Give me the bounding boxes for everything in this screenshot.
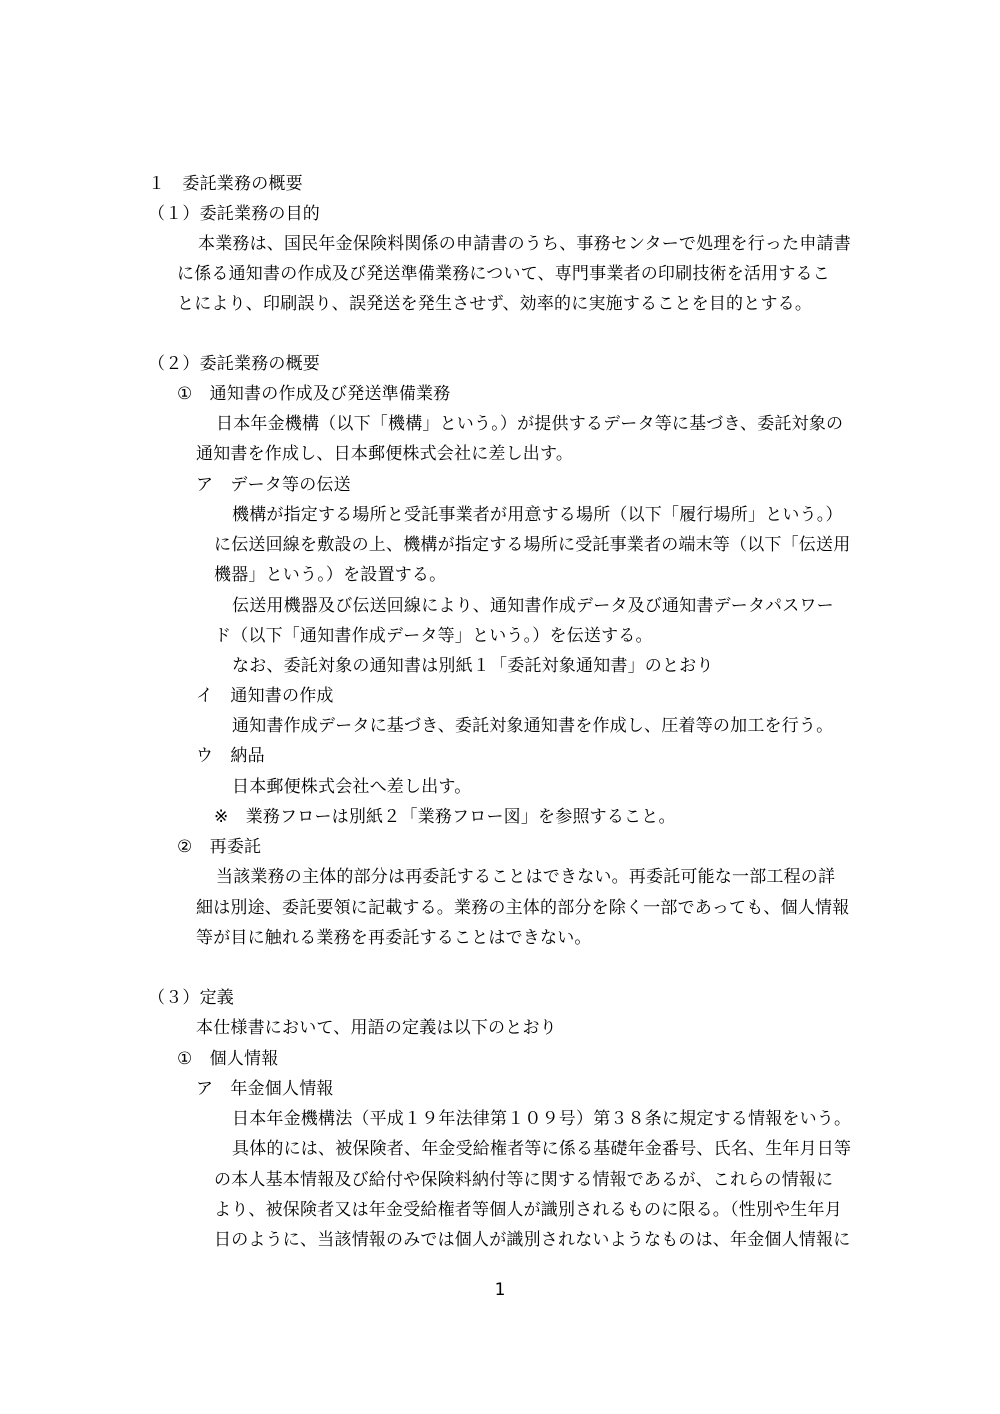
paragraph-line: とにより、印刷誤り、誤発送を発生させず、効率的に実施することを目的とする。 — [177, 294, 813, 314]
paragraph-line: 日のように、当該情報のみでは個人が識別されないようなものは、年金個人情報に — [214, 1230, 851, 1250]
paragraph-line: 細は別途、委託要領に記載する。業務の主体的部分を除く一部であっても、個人情報 — [196, 898, 850, 918]
section-heading-1: １ 委託業務の概要 — [148, 174, 303, 194]
subitem-heading-notice-creation: イ 通知書の作成 — [196, 686, 334, 706]
paragraph-line: 日本年金機構法（平成１９年法律第１０９号）第３８条に規定する情報をいう。 — [232, 1109, 852, 1129]
subsection-heading-definitions: （３）定義 — [148, 988, 234, 1008]
paragraph-line: の本人基本情報及び給付や保険料納付等に関する情報であるが、これらの情報に — [214, 1170, 834, 1190]
subitem-heading-data-transmission: ア データ等の伝送 — [196, 475, 351, 495]
page-number: 1 — [494, 1280, 506, 1300]
note-line: ※ 業務フローは別紙２「業務フロー図」を参照すること。 — [214, 807, 676, 827]
paragraph-line: 日本年金機構（以下「機構」という。）が提供するデータ等に基づき、委託対象の — [216, 414, 844, 434]
paragraph-line: 具体的には、被保険者、年金受給権者等に係る基礎年金番号、氏名、生年月日等 — [232, 1139, 852, 1159]
item-heading-subcontracting: ② 再委託 — [177, 837, 262, 857]
paragraph-line: に係る通知書の作成及び発送準備業務について、専門事業者の印刷技術を活用するこ — [177, 264, 830, 284]
paragraph-line: 本業務は、国民年金保険料関係の申請書のうち、事務センターで処理を行った申請書 — [198, 234, 851, 254]
subitem-heading-pension-personal-info: ア 年金個人情報 — [196, 1079, 334, 1099]
subsection-heading-purpose: （１）委託業務の目的 — [148, 204, 320, 224]
paragraph-line: ド（以下「通知書作成データ等」という。）を伝送する。 — [214, 626, 653, 646]
paragraph-line: 当該業務の主体的部分は再委託することはできない。再委託可能な一部工程の詳 — [216, 867, 836, 887]
paragraph-line: より、被保険者又は年金受給権者等個人が識別されるものに限る。（性別や生年月 — [214, 1200, 842, 1220]
item-heading-personal-info: ① 個人情報 — [177, 1049, 279, 1069]
paragraph-line: 通知書作成データに基づき、委託対象通知書を作成し、圧着等の加工を行う。 — [232, 716, 834, 736]
paragraph-line: 機構が指定する場所と受託事業者が用意する場所（以下「履行場所」という。） — [232, 505, 843, 525]
subitem-heading-delivery: ウ 納品 — [196, 746, 265, 766]
item-heading-notice-creation: ① 通知書の作成及び発送準備業務 — [177, 384, 451, 404]
paragraph-line: 機器」という。）を設置する。 — [214, 565, 447, 585]
paragraph-line: 伝送用機器及び伝送回線により、通知書作成データ及び通知書データパスワー — [232, 596, 834, 616]
paragraph-line: 通知書を作成し、日本郵便株式会社に差し出す。 — [196, 444, 574, 464]
paragraph-line: に伝送回線を敷設の上、機構が指定する場所に受託事業者の端末等（以下「伝送用 — [214, 535, 851, 555]
paragraph-line: 等が目に触れる業務を再委託することはできない。 — [196, 928, 592, 948]
paragraph-line: 本仕様書において、用語の定義は以下のとおり — [196, 1018, 557, 1038]
paragraph-line: なお、委託対象の通知書は別紙１「委託対象通知書」のとおり — [232, 656, 714, 676]
paragraph-line: 日本郵便株式会社へ差し出す。 — [232, 777, 472, 797]
subsection-heading-overview: （２）委託業務の概要 — [148, 354, 320, 374]
